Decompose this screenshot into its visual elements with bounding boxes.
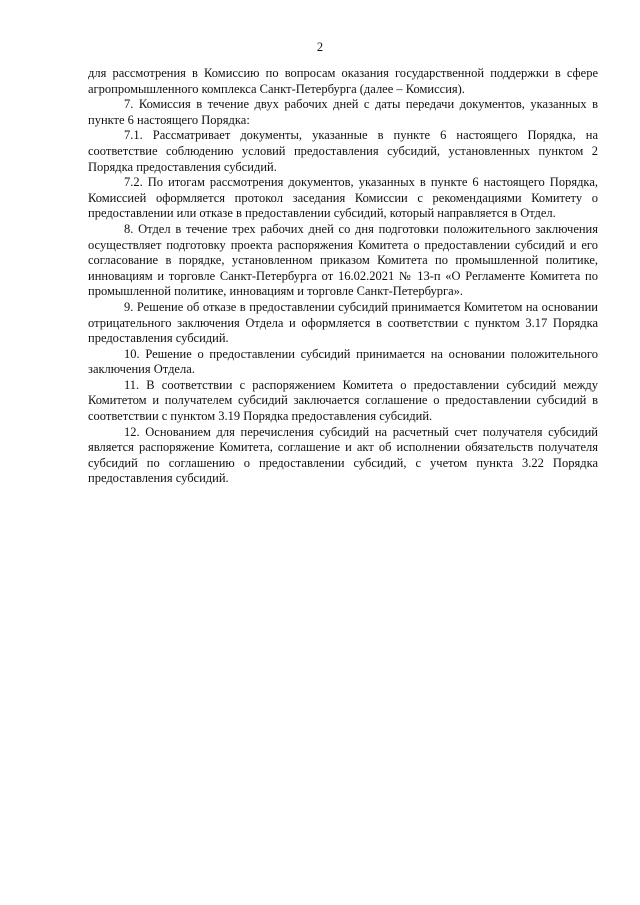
paragraph-continuation: для рассмотрения в Комиссию по вопросам оказания государственной поддержки в сфере агропромышленного комплекса Санкт-Петербурга (далее – Комиссия). xyxy=(88,66,598,96)
paragraph-item-11: 11. В соответствии с распоряжением Комитета о предоставлении субсидий между Комитетом и получателем субсидий заключается соглашение о предоставлении субсидий в соответствии с пунктом 3.19 Порядка предоставления субсидий. xyxy=(88,377,598,424)
paragraph-item-9: 9. Решение об отказе в предоставлении субсидий принимается Комитетом на основании отрицательного заключения Отдела и оформляется в соответствии с пунктом 3.17 Порядка предоставления субсидий. xyxy=(88,299,598,346)
paragraph-item-10: 10. Решение о предоставлении субсидий принимается на основании положительного заключения Отдела. xyxy=(88,346,598,377)
paragraph-item-8: 8. Отдел в течение трех рабочих дней со дня подготовки положительного заключения осуществляет подготовку проекта распоряжения Комитета о предоставлении субсидий и его согласование в порядке, установленном приказом Комитета по промышленной политике, инновациям и торговле Санкт-Петербурга от 16.02.2021 № 13-п «О Регламенте Комитета по промышленной политике, инновациям и торговле Санкт-Петербурга». xyxy=(88,221,598,299)
paragraph-item-7-1: 7.1. Рассматривает документы, указанные в пункте 6 настоящего Порядка, на соответствие соблюдению условий предоставления субсидий, установленных пунктом 2 Порядка предоставления субсидий. xyxy=(88,128,598,174)
paragraph-item-7: 7. Комиссия в течение двух рабочих дней с даты передачи документов, указанных в пункте 6 настоящего Порядка: xyxy=(88,97,598,127)
document-body xyxy=(88,66,598,487)
paragraph-item-7-2: 7.2. По итогам рассмотрения документов, указанных в пункте 6 настоящего Порядка, Комиссией оформляется протокол заседания Комиссии с рекомендациями Комитету о предоставлении или отказе в предоставлении субсидий, который направляется в Отдел. xyxy=(88,175,598,221)
page-number: 2 xyxy=(316,40,324,54)
paragraph-item-12: 12. Основанием для перечисления субсидий на расчетный счет получателя субсидий является распоряжение Комитета, соглашение и акт об исполнении обязательств получателя субсидий по соглашению о предоставлении субсидий, с учетом пункта 3.22 Порядка предоставления субсидий. xyxy=(88,424,598,486)
